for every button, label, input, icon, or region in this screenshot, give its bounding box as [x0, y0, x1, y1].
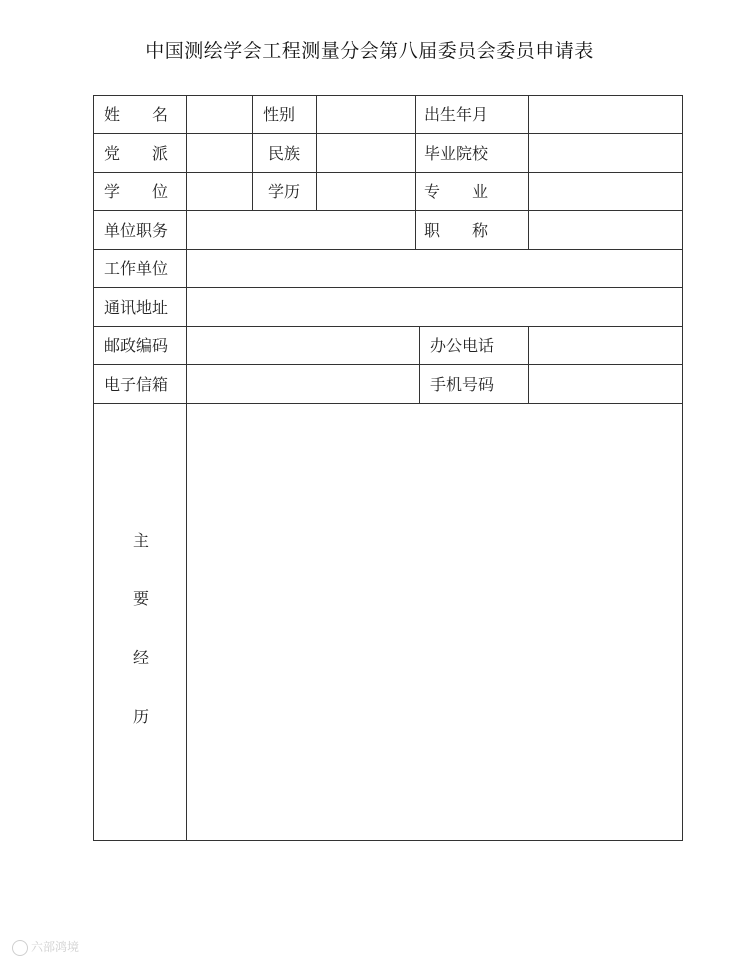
ethnicity-field[interactable] [317, 134, 415, 172]
label-experience-char: 历 [133, 707, 150, 726]
title-field[interactable] [529, 211, 682, 249]
label-birth: 出生年月 [424, 105, 489, 124]
birth-field[interactable] [529, 96, 682, 133]
label-employer: 工作单位 [104, 259, 169, 278]
mobile-field[interactable] [529, 365, 682, 403]
label-degree: 学 位 [104, 182, 169, 201]
label-major: 专 业 [424, 182, 489, 201]
label-office-phone: 办公电话 [430, 336, 495, 355]
education-field[interactable] [317, 173, 415, 210]
gender-field[interactable] [317, 96, 415, 133]
col-divider [415, 95, 416, 249]
email-field[interactable] [187, 365, 419, 403]
office-phone-field[interactable] [529, 327, 682, 364]
label-postcode: 邮政编码 [104, 336, 169, 355]
label-gender: 性别 [263, 105, 296, 124]
school-field[interactable] [529, 134, 682, 172]
col-divider [419, 326, 420, 403]
name-field[interactable] [187, 96, 252, 133]
address-field[interactable] [187, 288, 682, 326]
col-divider [252, 95, 253, 210]
label-experience-char: 要 [133, 589, 150, 608]
label-email: 电子信箱 [104, 375, 169, 394]
major-field[interactable] [529, 173, 682, 210]
label-school: 毕业院校 [424, 144, 489, 163]
label-address: 通讯地址 [104, 298, 169, 317]
position-field[interactable] [187, 211, 415, 249]
watermark [12, 938, 79, 956]
label-name: 姓 名 [104, 105, 169, 124]
page-title: 中国测绘学会工程测量分会第八届委员会委员申请表 [145, 40, 594, 62]
label-experience-char: 经 [133, 648, 150, 667]
degree-field[interactable] [187, 173, 252, 210]
employer-field[interactable] [187, 250, 682, 287]
label-party: 党 派 [104, 144, 169, 163]
experience-field[interactable] [187, 404, 682, 840]
watermark-text: 六部鸿境 [31, 940, 80, 954]
watermark-logo-icon [12, 940, 28, 956]
label-mobile: 手机号码 [430, 375, 495, 394]
label-education: 学历 [268, 182, 301, 201]
label-ethnicity: 民族 [268, 144, 301, 163]
party-field[interactable] [187, 134, 252, 172]
label-title: 职 称 [424, 221, 489, 240]
postcode-field[interactable] [187, 327, 419, 364]
label-position: 单位职务 [104, 221, 169, 240]
label-experience-char: 主 [133, 531, 150, 550]
